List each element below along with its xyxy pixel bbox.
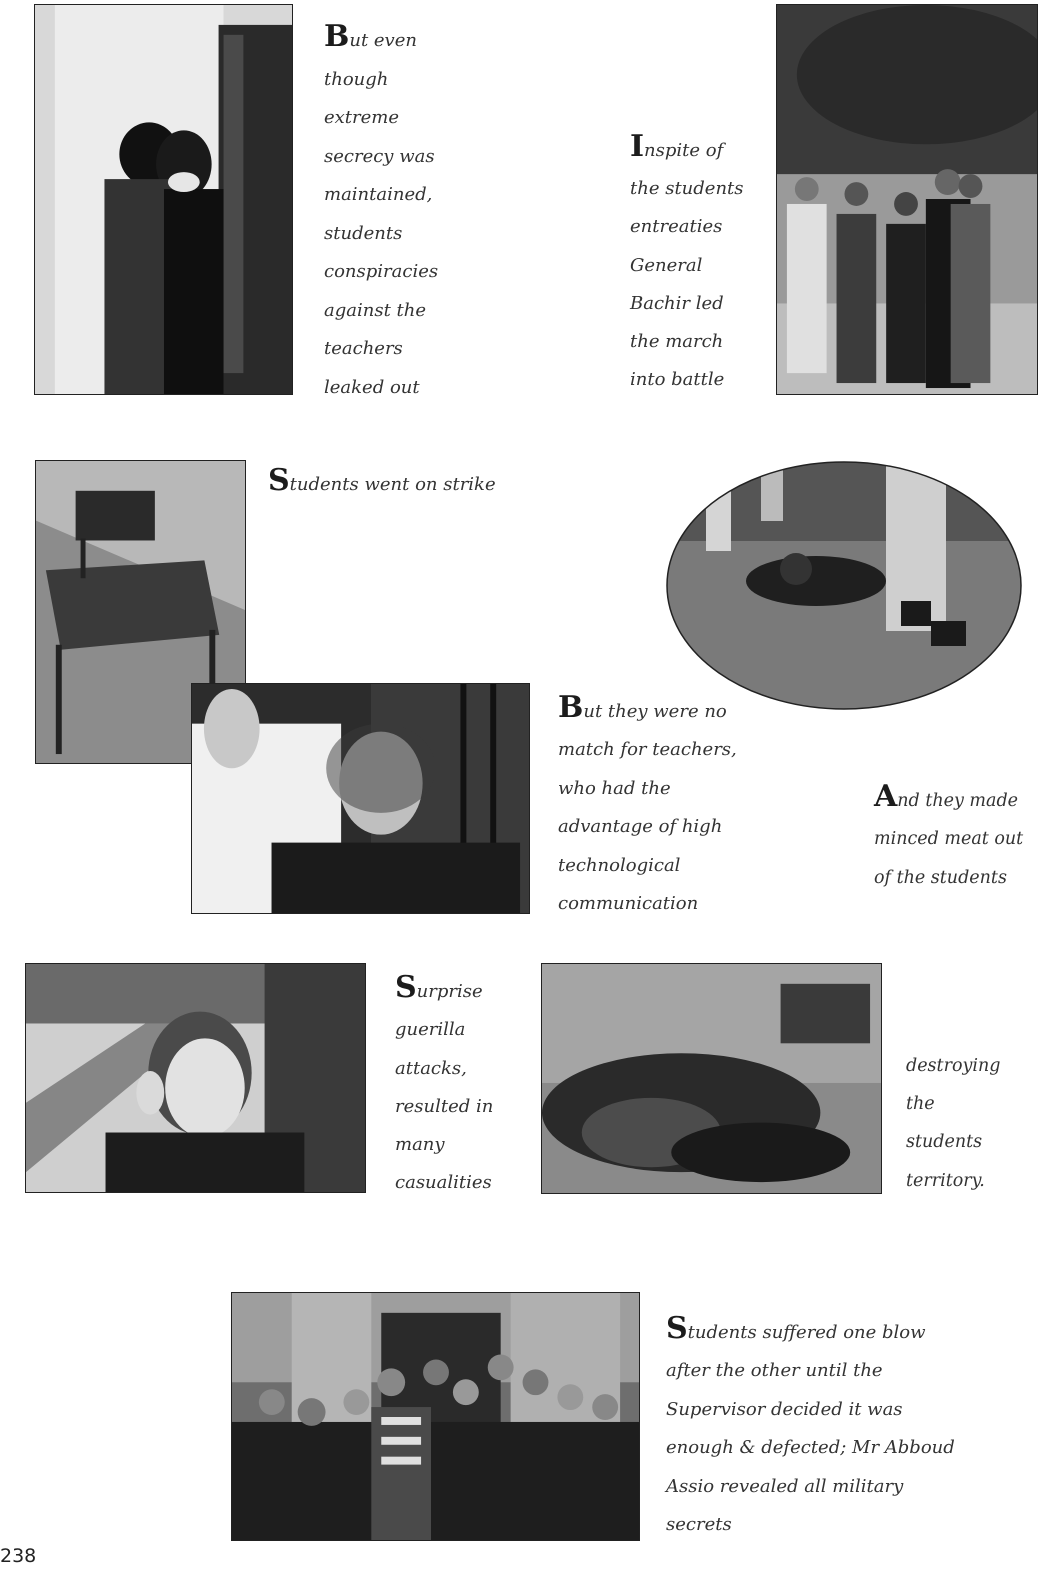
caption-secrecy: But even though extreme secrecy was maintained, students conspiracies against the teachers leaked out — [324, 19, 439, 398]
drop-cap: A — [874, 779, 898, 814]
drop-cap: B — [558, 690, 584, 725]
photo-group — [231, 1292, 640, 1541]
caption-destroying: destroying the students territory. — [906, 1056, 1001, 1191]
caption-march: Inspite of the students entreaties General Bachir led the march into battle — [630, 129, 744, 391]
photo-teachers-phone — [191, 683, 530, 914]
caption-defected: Students suffered one blow after the other until the Supervisor decided it was enough & defected; Mr Abboud Assio revealed all military secrets — [666, 1311, 955, 1536]
drop-cap: S — [395, 970, 417, 1005]
caption-guerilla: Surprise guerilla attacks, resulted in many casualities — [395, 970, 494, 1194]
photo-burned-area — [541, 963, 882, 1194]
photo-fallen-student — [666, 461, 1022, 710]
drop-cap: B — [324, 19, 350, 54]
caption-strike: Students went on strike — [268, 463, 496, 498]
caption-no-match: But they were no match for teachers, who had the advantage of high technological communication — [558, 690, 737, 915]
drop-cap: I — [630, 129, 645, 164]
photo-girl-phone — [25, 963, 366, 1193]
drop-cap: S — [268, 463, 290, 498]
photo-whispering-students — [34, 4, 293, 395]
photo-march-general — [776, 4, 1038, 395]
page-number: 238 — [0, 1545, 37, 1567]
caption-minced-meat: And they made minced meat out of the students — [874, 779, 1024, 888]
drop-cap: S — [666, 1311, 688, 1346]
